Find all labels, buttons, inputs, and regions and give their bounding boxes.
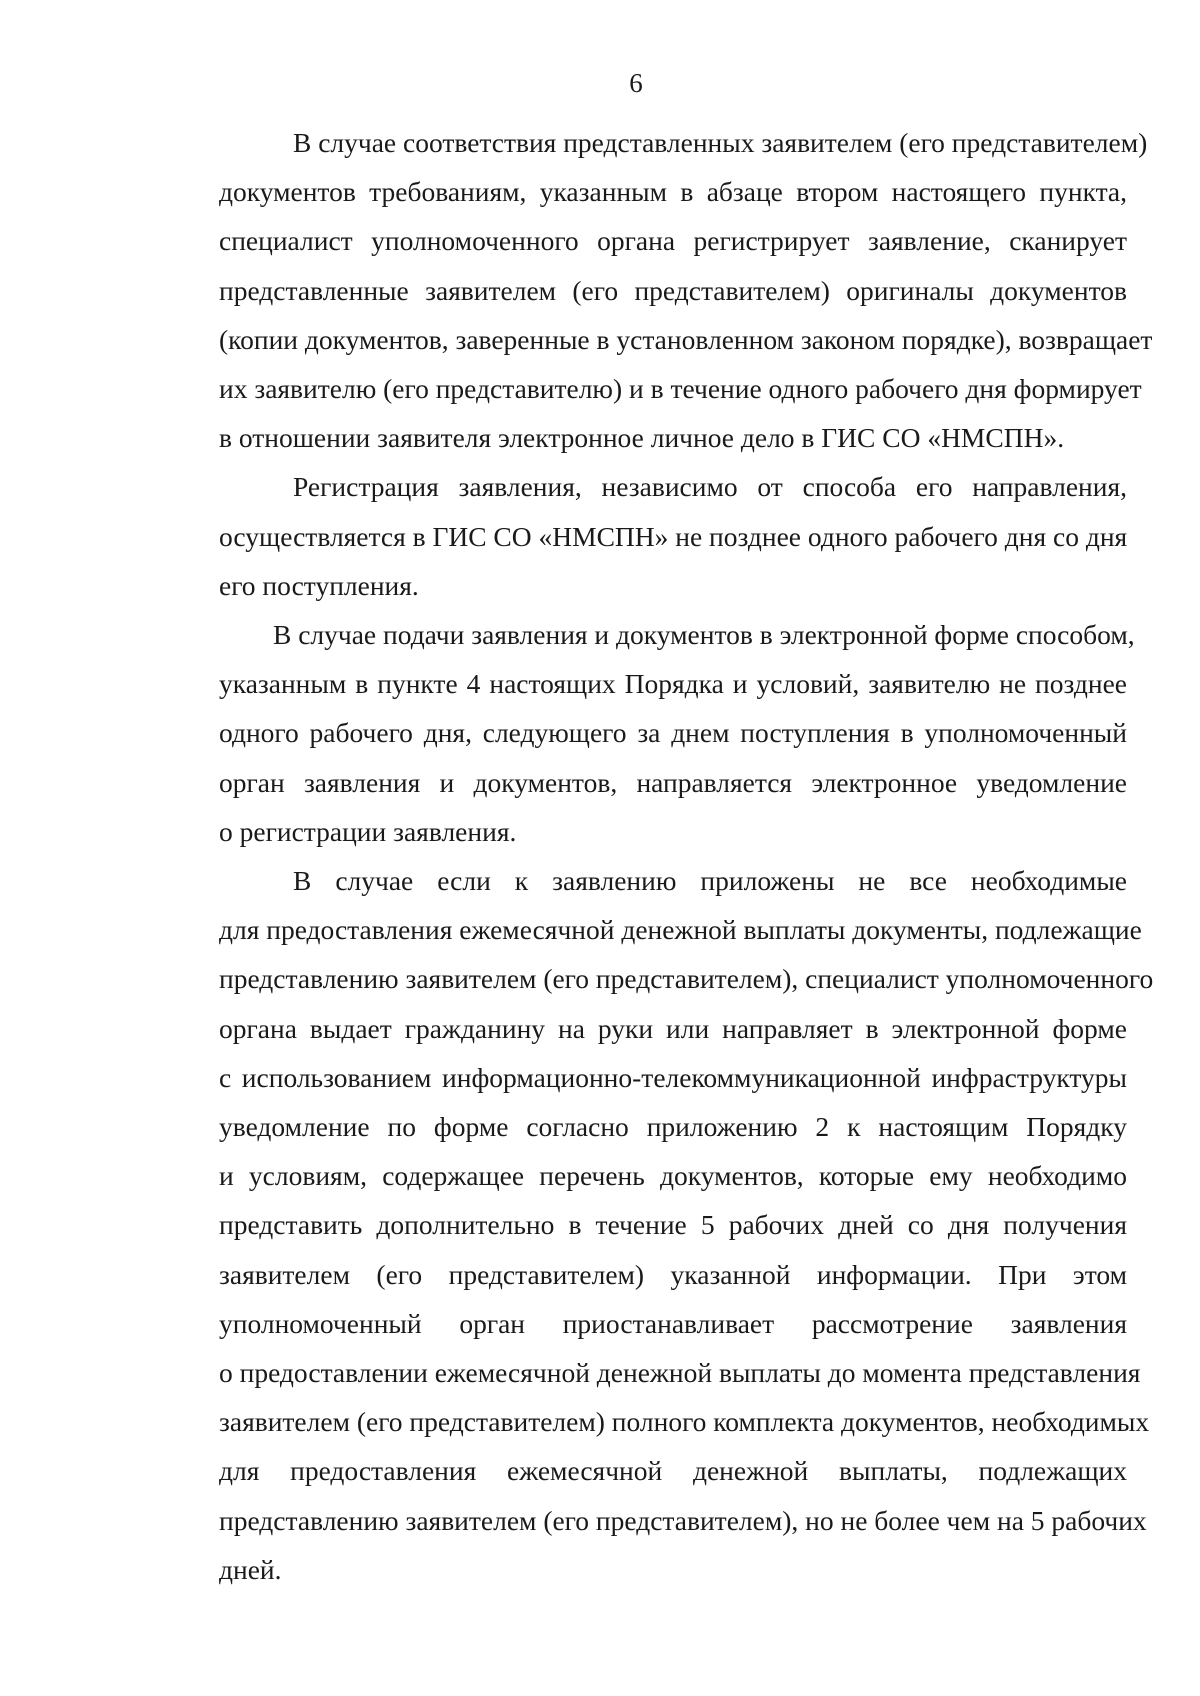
text-line: Регистрация заявления, независимо от способа его направления, [293,471,1127,503]
paragraph-3 [145,610,1135,856]
text-line: одного рабочего дня, следующего за днем поступления в уполномоченный [219,717,1127,749]
text-line: представлению заявителем (его представителем), специалист уполномоченного [219,963,1154,995]
text-line: заявителем (его представителем) указанной информации. При этом [219,1258,1127,1290]
text-line: (копии документов, заверенные в установленном законом порядке), возвращает [219,323,1153,355]
text-line: В случае если к заявлению приложены не все необходимые [293,865,1127,897]
paragraph-4 [145,856,1154,1594]
text-line: осуществляется в ГИС СО «НМСПН» не позднее одного рабочего дня со дня [219,520,1128,552]
text-line: документов требованиям, указанным в абзаце втором настоящего пункта, [219,176,1127,208]
text-line: В случае соответствия представленных заявителем (его представителем) [293,127,1148,158]
text-line: в отношении заявителя электронное личное дело в ГИС СО «НМСПН». [219,422,1065,454]
text-line: указанным в пункте 4 настоящих Порядка и условий, заявителю не позднее [219,668,1127,700]
text-line: органа выдает гражданину на руки или направляет в электронной форме [219,1012,1127,1044]
page-number: 6 [629,68,643,98]
text-line: представить дополнительно в течение 5 рабочих дней со дня получения [219,1209,1127,1241]
text-line: представленные заявителем (его представителем) оригиналы документов [219,274,1127,306]
text-line: орган заявления и документов, направляется электронное уведомление [219,766,1127,798]
text-line: специалист уполномоченного органа регистрирует заявление, сканирует [219,225,1127,257]
document-body [145,118,1154,1594]
text-line: представлению заявителем (его представителем), но не более чем на 5 рабочих [219,1504,1147,1536]
text-line: дней. [219,1553,282,1585]
paragraph-1 [145,118,1153,462]
text-line: его поступления. [219,569,419,601]
text-line: для предоставления ежемесячной денежной выплаты документы, подлежащие [219,914,1142,946]
text-line: уполномоченный орган приостанавливает рассмотрение заявления [219,1307,1127,1339]
text-line: с использованием информационно-телекоммуникационной инфраструктуры [219,1061,1127,1093]
text-line: о предоставлении ежемесячной денежной выплаты до момента представления [219,1357,1141,1389]
text-line: В случае подачи заявления и документов в электронной форме способом, [273,619,1135,651]
text-line: заявителем (его представителем) полного комплекта документов, необходимых [219,1406,1150,1438]
text-line: и условиям, содержащее перечень документов, которые ему необходимо [219,1160,1127,1192]
text-line: их заявителю (его представителю) и в течение одного рабочего дня формирует [219,373,1142,405]
text-line: уведомление по форме согласно приложению 2 к настоящим Порядку [219,1111,1127,1143]
text-line: для предоставления ежемесячной денежной выплаты, подлежащих [219,1455,1127,1487]
text-line: о регистрации заявления. [219,815,517,847]
paragraph-2 [145,462,1127,610]
